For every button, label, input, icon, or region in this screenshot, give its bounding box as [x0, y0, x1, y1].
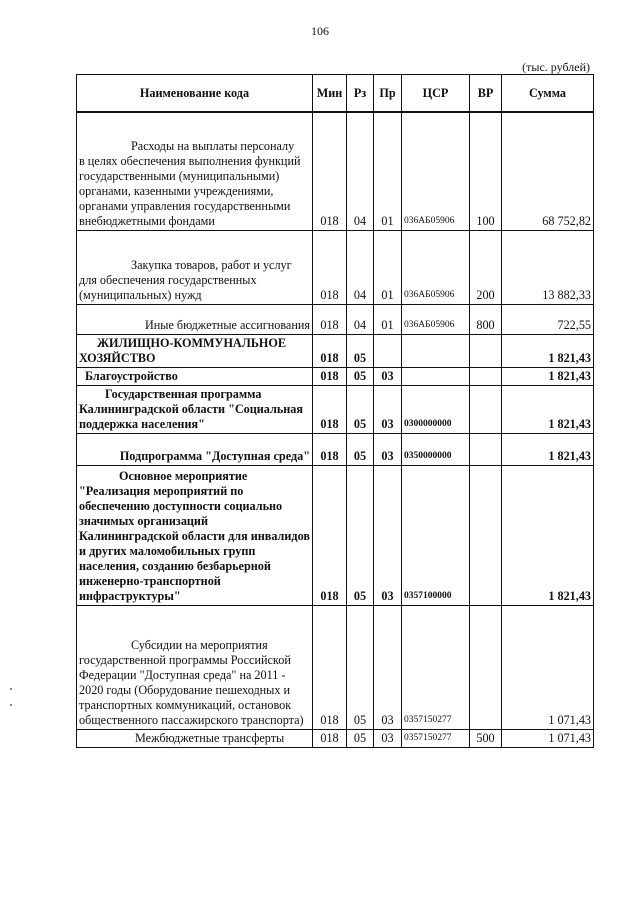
table-row — [77, 304, 594, 334]
header-csr: ЦСР — [402, 75, 470, 113]
row-name: Подпрограмма "Доступная среда" — [77, 433, 313, 465]
cell-vr: 500 — [470, 729, 502, 747]
cell-sum: 1 821,43 — [502, 433, 594, 465]
cell-pr — [374, 334, 402, 367]
table-row — [77, 385, 594, 433]
cell-csr: 0357150277 — [402, 729, 470, 747]
cell-csr: 0357100000 — [402, 465, 470, 605]
cell-csr: 036АБ05906 — [402, 304, 470, 334]
cell-sum: 1 071,43 — [502, 605, 594, 729]
row-name — [77, 112, 313, 230]
row-name-lead: Государственная программа — [105, 386, 262, 401]
cell-min: 018 — [313, 304, 347, 334]
page-number: 106 — [311, 24, 329, 38]
scan-speck — [10, 704, 12, 706]
table-row — [77, 729, 594, 747]
cell-rz: 05 — [347, 367, 374, 385]
cell-sum: 1 821,43 — [502, 465, 594, 605]
cell-rz: 05 — [347, 334, 374, 367]
cell-rz: 04 — [347, 304, 374, 334]
row-name-rest: Калининградской области "Социальная поддержка населения" — [79, 401, 303, 431]
cell-rz: 04 — [347, 112, 374, 230]
cell-pr: 03 — [374, 367, 402, 385]
cell-vr: 100 — [470, 112, 502, 230]
cell-pr: 01 — [374, 112, 402, 230]
cell-min: 018 — [313, 729, 347, 747]
table-row — [77, 230, 594, 304]
cell-sum: 1 821,43 — [502, 334, 594, 367]
cell-vr — [470, 465, 502, 605]
cell-vr — [470, 433, 502, 465]
table-header-row — [77, 75, 594, 113]
table-row — [77, 367, 594, 385]
cell-vr — [470, 334, 502, 367]
cell-pr: 03 — [374, 465, 402, 605]
cell-min: 018 — [313, 112, 347, 230]
row-name — [77, 230, 313, 304]
cell-vr — [470, 385, 502, 433]
cell-min: 018 — [313, 385, 347, 433]
cell-min: 018 — [313, 605, 347, 729]
row-name-lead: Закупка товаров, работ и услуг — [131, 257, 292, 272]
row-name-rest: ХОЗЯЙСТВО — [79, 350, 156, 365]
cell-sum: 1 821,43 — [502, 367, 594, 385]
row-name — [77, 465, 313, 605]
cell-csr: 036АБ05906 — [402, 112, 470, 230]
cell-csr: 0357150277 — [402, 605, 470, 729]
row-name — [77, 334, 313, 367]
cell-csr — [402, 334, 470, 367]
row-name — [77, 605, 313, 729]
row-name-lead: ЖИЛИЩНО-КОММУНАЛЬНОЕ — [97, 335, 286, 350]
header-rz: Рз — [347, 75, 374, 113]
cell-vr — [470, 367, 502, 385]
row-name-lead: Субсидии на мероприятия — [131, 637, 268, 652]
cell-sum: 13 882,33 — [502, 230, 594, 304]
scan-speck — [10, 688, 12, 690]
cell-rz: 05 — [347, 433, 374, 465]
cell-pr: 03 — [374, 605, 402, 729]
cell-min: 018 — [313, 433, 347, 465]
header-min: Мин — [313, 75, 347, 113]
cell-csr — [402, 367, 470, 385]
units-label: (тыс. рублей) — [522, 60, 590, 74]
cell-pr: 03 — [374, 385, 402, 433]
row-name-lead: Основное мероприятие — [119, 468, 248, 483]
cell-pr: 03 — [374, 433, 402, 465]
row-name-rest: государственной программы Российской Федерации "Доступная среда" на 2011 - 2020 годы (Оборудование пешеходных и транспортных коммуникаций, остановок общественного пассажирского транспорта) — [79, 652, 304, 727]
cell-min: 018 — [313, 230, 347, 304]
header-pr: Пр — [374, 75, 402, 113]
header-vr: ВР — [470, 75, 502, 113]
cell-sum: 68 752,82 — [502, 112, 594, 230]
cell-min: 018 — [313, 334, 347, 367]
cell-sum: 722,55 — [502, 304, 594, 334]
cell-rz: 05 — [347, 605, 374, 729]
row-name — [77, 385, 313, 433]
cell-rz: 05 — [347, 465, 374, 605]
cell-sum: 1 821,43 — [502, 385, 594, 433]
cell-min: 018 — [313, 465, 347, 605]
row-name: Межбюджетные трансферты — [77, 729, 313, 747]
row-name-rest: в целях обеспечения выполнения функций государственными (муниципальными) органами, казенными учреждениями, органами управления государственными внебюджетными фондами — [79, 153, 301, 228]
header-sum: Сумма — [502, 75, 594, 113]
table-row — [77, 465, 594, 605]
row-name-rest: "Реализация мероприятий по обеспечению доступности социально значимых организаций Калининградской области для инвалидов и других маломобильных групп населения, созданию безбарьерной инженерно-транспортной инфраструктуры" — [79, 483, 310, 603]
cell-vr: 800 — [470, 304, 502, 334]
cell-vr: 200 — [470, 230, 502, 304]
cell-csr: 036АБ05906 — [402, 230, 470, 304]
header-name: Наименование кода — [77, 75, 313, 113]
cell-pr: 01 — [374, 230, 402, 304]
table-row — [77, 112, 594, 230]
cell-csr: 0300000000 — [402, 385, 470, 433]
cell-pr: 01 — [374, 304, 402, 334]
table-row — [77, 605, 594, 729]
row-name-rest: для обеспечения государственных (муниципальных) нужд — [79, 272, 257, 302]
budget-table — [76, 74, 594, 748]
cell-rz: 05 — [347, 385, 374, 433]
row-name: Иные бюджетные ассигнования — [77, 304, 313, 334]
row-name-lead: Расходы на выплаты персоналу — [131, 138, 295, 153]
table-row — [77, 334, 594, 367]
cell-min: 018 — [313, 367, 347, 385]
cell-csr: 0350000000 — [402, 433, 470, 465]
cell-rz: 05 — [347, 729, 374, 747]
cell-sum: 1 071,43 — [502, 729, 594, 747]
table-row — [77, 433, 594, 465]
cell-rz: 04 — [347, 230, 374, 304]
cell-vr — [470, 605, 502, 729]
cell-pr: 03 — [374, 729, 402, 747]
row-name: Благоустройство — [77, 367, 313, 385]
